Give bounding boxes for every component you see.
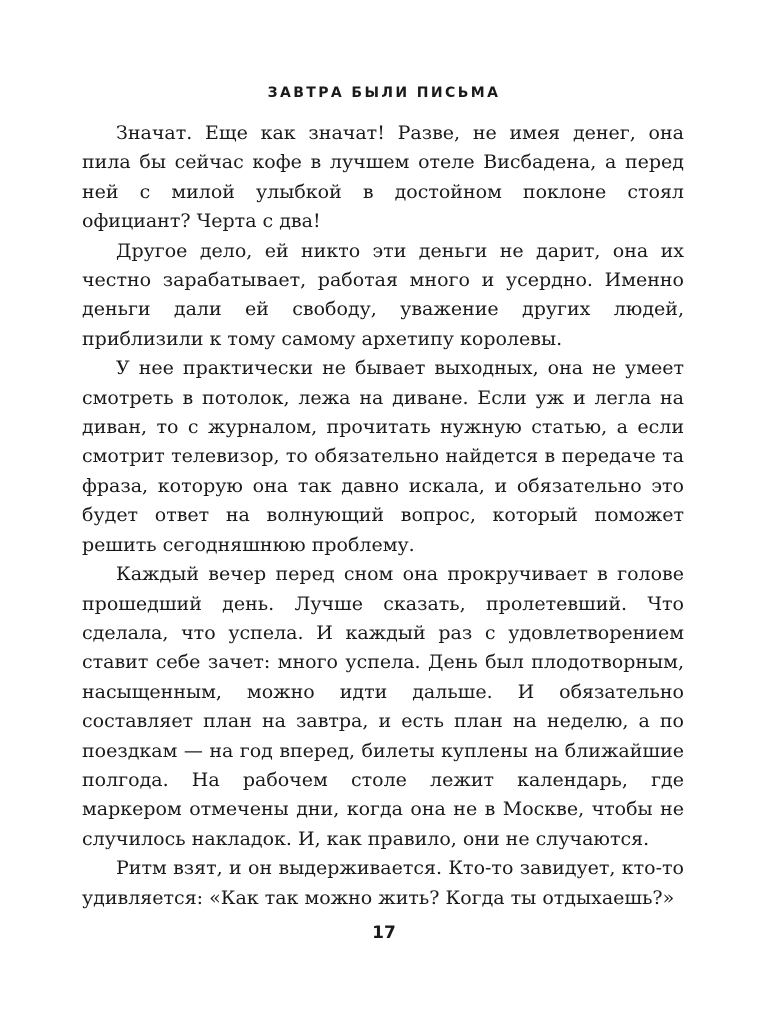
paragraph-1: Значат. Еще как значат! Разве, не имея денег, она пила бы сейчас кофе в лучшем отеле Висбадена, а перед ней с милой улыбкой в достойном поклоне стоял официант? Черта с два!	[82, 122, 684, 233]
body-text	[82, 119, 684, 913]
paragraph-4: Каждый вечер перед сном она прокручивает в голове прошедший день. Лучше сказать, пролетевший. Что сделала, что успела. И каждый раз с удовлетворением ставит себе зачет: много успела. День был плодотворным, насыщенным, можно идти дальше. И обязательно составляет план на завтра, и есть план на неделю, а по поездкам — на год вперед, билеты куплены на ближайшие полгода. На рабочем столе лежит календарь, где маркером отмечены дни, когда она не в Москве, чтобы не случилось накладок. И, как правило, они не случаются.	[82, 563, 684, 850]
paragraph-3: У нее практически не бывает выходных, она не умеет смотреть в потолок, лежа на диване. Если уж и легла на диван, то с журналом, прочитать нужную статью, а если смотрит телевизор, то обязательно найдется в передаче та фраза, которую она так давно искала, и обязательно это будет ответ на волнующий вопрос, который поможет решить сегодняшнюю проблему.	[82, 357, 684, 556]
page-number: 17	[372, 923, 396, 943]
paragraph-5: Ритм взят, и он выдерживается. Кто-то завидует, кто-то удивляется: «Как так можно жить? Когда ты отдыхаешь?»	[82, 857, 684, 909]
paragraph-2: Другое дело, ей никто эти деньги не дарит, она их честно зарабатывает, работая много и усердно. Именно деньги дали ей свободу, уважение других людей, приблизили к тому самому архетипу королевы.	[82, 239, 684, 350]
running-head: ЗАВТРА БЫЛИ ПИСЬМА	[267, 85, 501, 101]
